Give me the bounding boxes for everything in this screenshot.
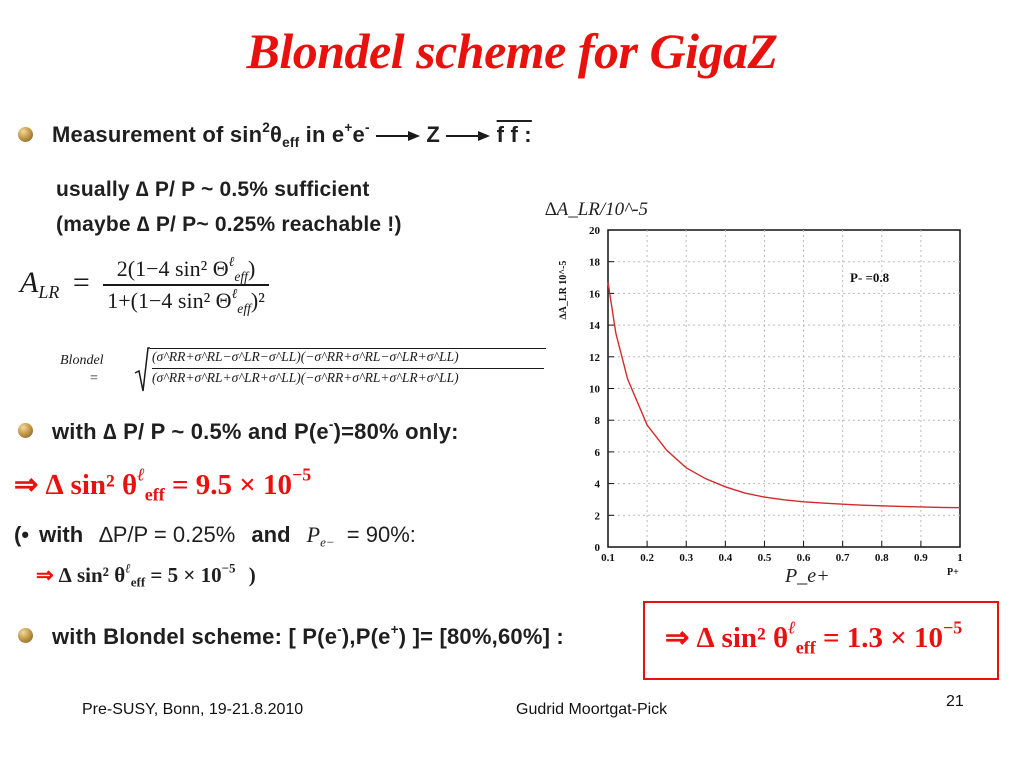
superscript: + — [390, 621, 399, 637]
open-paren-bullet: (• — [14, 522, 30, 547]
x-axis-label: P_e+ — [785, 565, 830, 587]
equals: = — [90, 371, 98, 386]
chart-title: ∆A_LR/10^-5 — [545, 199, 649, 220]
in-text: in e — [299, 122, 345, 147]
superscript: ℓ — [788, 617, 796, 638]
z-text: Z — [426, 122, 440, 147]
paren: ) — [247, 256, 256, 281]
y-tick-label: 18 — [589, 256, 600, 269]
superscript: ℓ — [137, 464, 145, 485]
alr-numerator: 2(1−4 sin² Θ — [116, 256, 229, 281]
page-number: 21 — [946, 693, 964, 710]
blondel-denominator: (σ^RR+σ^RL+σ^LR+σ^LL)(−σ^RR+σ^RL+σ^LR+σ^LL) — [152, 370, 459, 385]
subscript: LR — [38, 282, 60, 303]
y-tick-label: 12 — [589, 351, 600, 364]
slide-title: Blondel scheme for GigaZ — [246, 23, 778, 79]
e-text: e — [352, 122, 365, 147]
superscript: ℓ — [228, 253, 235, 269]
footer-author: Gudrid Moortgat-Pick — [516, 701, 668, 718]
alr-formula — [20, 253, 269, 316]
result-box — [643, 601, 999, 680]
x-tick-label: 0.7 — [835, 552, 850, 564]
y-tick-label: 8 — [594, 415, 600, 428]
chart-annotation: P- =0.8 — [850, 270, 890, 285]
bullet-blondel-scheme — [52, 621, 564, 650]
y-tick-label: 14 — [589, 320, 600, 333]
alr-fraction — [103, 253, 269, 316]
x-tick-label: 1 — [957, 552, 963, 564]
measurement-text: Measurement of sin — [52, 122, 263, 147]
result-text: ∆ sin² θ — [58, 563, 126, 587]
y-tick-label: 10 — [589, 383, 600, 396]
close-paren: ) — [248, 563, 256, 587]
y-tick-label: 6 — [594, 446, 600, 459]
alr-denominator: 1+(1−4 sin² Θ — [107, 288, 232, 313]
y-tick-label: 16 — [589, 288, 600, 301]
subscript: eff — [234, 268, 248, 284]
maybe-line: (maybe ∆ P/ P~ 0.25% reachable !) — [56, 213, 402, 236]
implies-symbol: ⇒ — [14, 469, 39, 501]
superscript: + — [344, 119, 353, 135]
superscript: ℓ — [125, 560, 131, 576]
subscript: eff — [130, 574, 146, 590]
arrow-right-icon — [446, 130, 490, 142]
result-13 — [665, 617, 963, 658]
bullet-measurement — [52, 119, 532, 150]
result-text: ∆ sin² θ — [45, 469, 138, 501]
bullet2-tail: )=80% only: — [333, 419, 459, 444]
y-tick-label: 0 — [594, 542, 600, 554]
bullet3-mid: ),P(e — [341, 624, 391, 649]
blondel-numerator: (σ^RR+σ^RL−σ^LR−σ^LL)(−σ^RR+σ^RL−σ^LR+σ^LL) — [152, 349, 459, 364]
result-text: ∆ sin² θ — [696, 622, 789, 654]
x-tick-label: 0.9 — [914, 552, 928, 564]
paren: )² — [250, 288, 265, 313]
subscript: e− — [320, 534, 335, 550]
sqrt-sign — [134, 347, 150, 393]
x-tick-label: 0.2 — [640, 552, 654, 564]
with-text: with — [39, 522, 84, 547]
x-axis-end-label: P+ — [947, 567, 959, 578]
bullet3-tail: ) ]= [80%,60%] : — [398, 624, 564, 649]
result-value: = 5 × 10 — [145, 563, 222, 587]
superscript: - — [337, 621, 342, 637]
blondel-formula — [60, 347, 550, 393]
x-tick-label: 0.5 — [757, 552, 772, 564]
alr-symbol: A — [20, 265, 39, 299]
subscript: eff — [282, 134, 300, 150]
subscript: eff — [144, 484, 165, 505]
alt-polarisation-line — [14, 522, 416, 548]
result-95 — [14, 464, 312, 505]
footer-event: Pre-SUSY, Bonn, 19-21.8.2010 — [82, 701, 304, 718]
equals: = — [72, 265, 90, 299]
usually-line: usually ∆ P/ P ~ 0.5% sufficient — [56, 178, 370, 201]
arrow-right-icon — [376, 130, 420, 142]
implies-symbol: ⇒ — [36, 563, 54, 587]
x-tick-label: 0.1 — [601, 552, 615, 564]
pe-value: = 90%: — [346, 522, 416, 547]
dp-value: ∆P/P = 0.25% — [99, 522, 236, 547]
delta-alr-chart — [540, 190, 980, 600]
result-value: = 1.3 × 10 — [815, 622, 944, 654]
x-tick-label: 0.8 — [874, 552, 889, 564]
bullet-icon — [18, 423, 33, 438]
y-axis-label: ∆A_LR 10^-5 — [558, 260, 569, 320]
bullet3-text: with Blondel scheme: [ P(e — [52, 624, 338, 649]
blondel-label: Blondel — [60, 353, 104, 368]
superscript: ℓ — [231, 285, 238, 301]
superscript: - — [364, 119, 370, 135]
x-tick-label: 0.6 — [796, 552, 811, 564]
implies-symbol: ⇒ — [665, 622, 690, 654]
y-tick-label: 20 — [589, 225, 600, 237]
x-tick-label: 0.3 — [679, 552, 694, 564]
y-tick-label: 4 — [594, 478, 600, 491]
y-tick-label: 2 — [594, 510, 600, 523]
pe-symbol: P — [306, 522, 321, 547]
x-tick-label: 0.4 — [718, 552, 733, 564]
theta-symbol: θ — [270, 122, 283, 147]
bullet2-text: with ∆ P/ P ~ 0.5% and P(e — [52, 419, 329, 444]
exponent: −5 — [221, 560, 236, 576]
result-5 — [36, 560, 256, 590]
result-value: = 9.5 × 10 — [164, 469, 293, 501]
subscript: eff — [237, 300, 251, 316]
and-text: and — [251, 522, 291, 547]
bullet-icon — [18, 127, 33, 142]
superscript: - — [328, 416, 334, 432]
bullet-with-dp — [52, 416, 459, 445]
ff-text: f f : — [496, 122, 532, 147]
exponent: −5 — [292, 464, 312, 485]
subscript: eff — [795, 637, 816, 658]
exponent: −5 — [943, 617, 963, 638]
superscript: 2 — [262, 119, 270, 135]
bullet-icon — [18, 628, 33, 643]
